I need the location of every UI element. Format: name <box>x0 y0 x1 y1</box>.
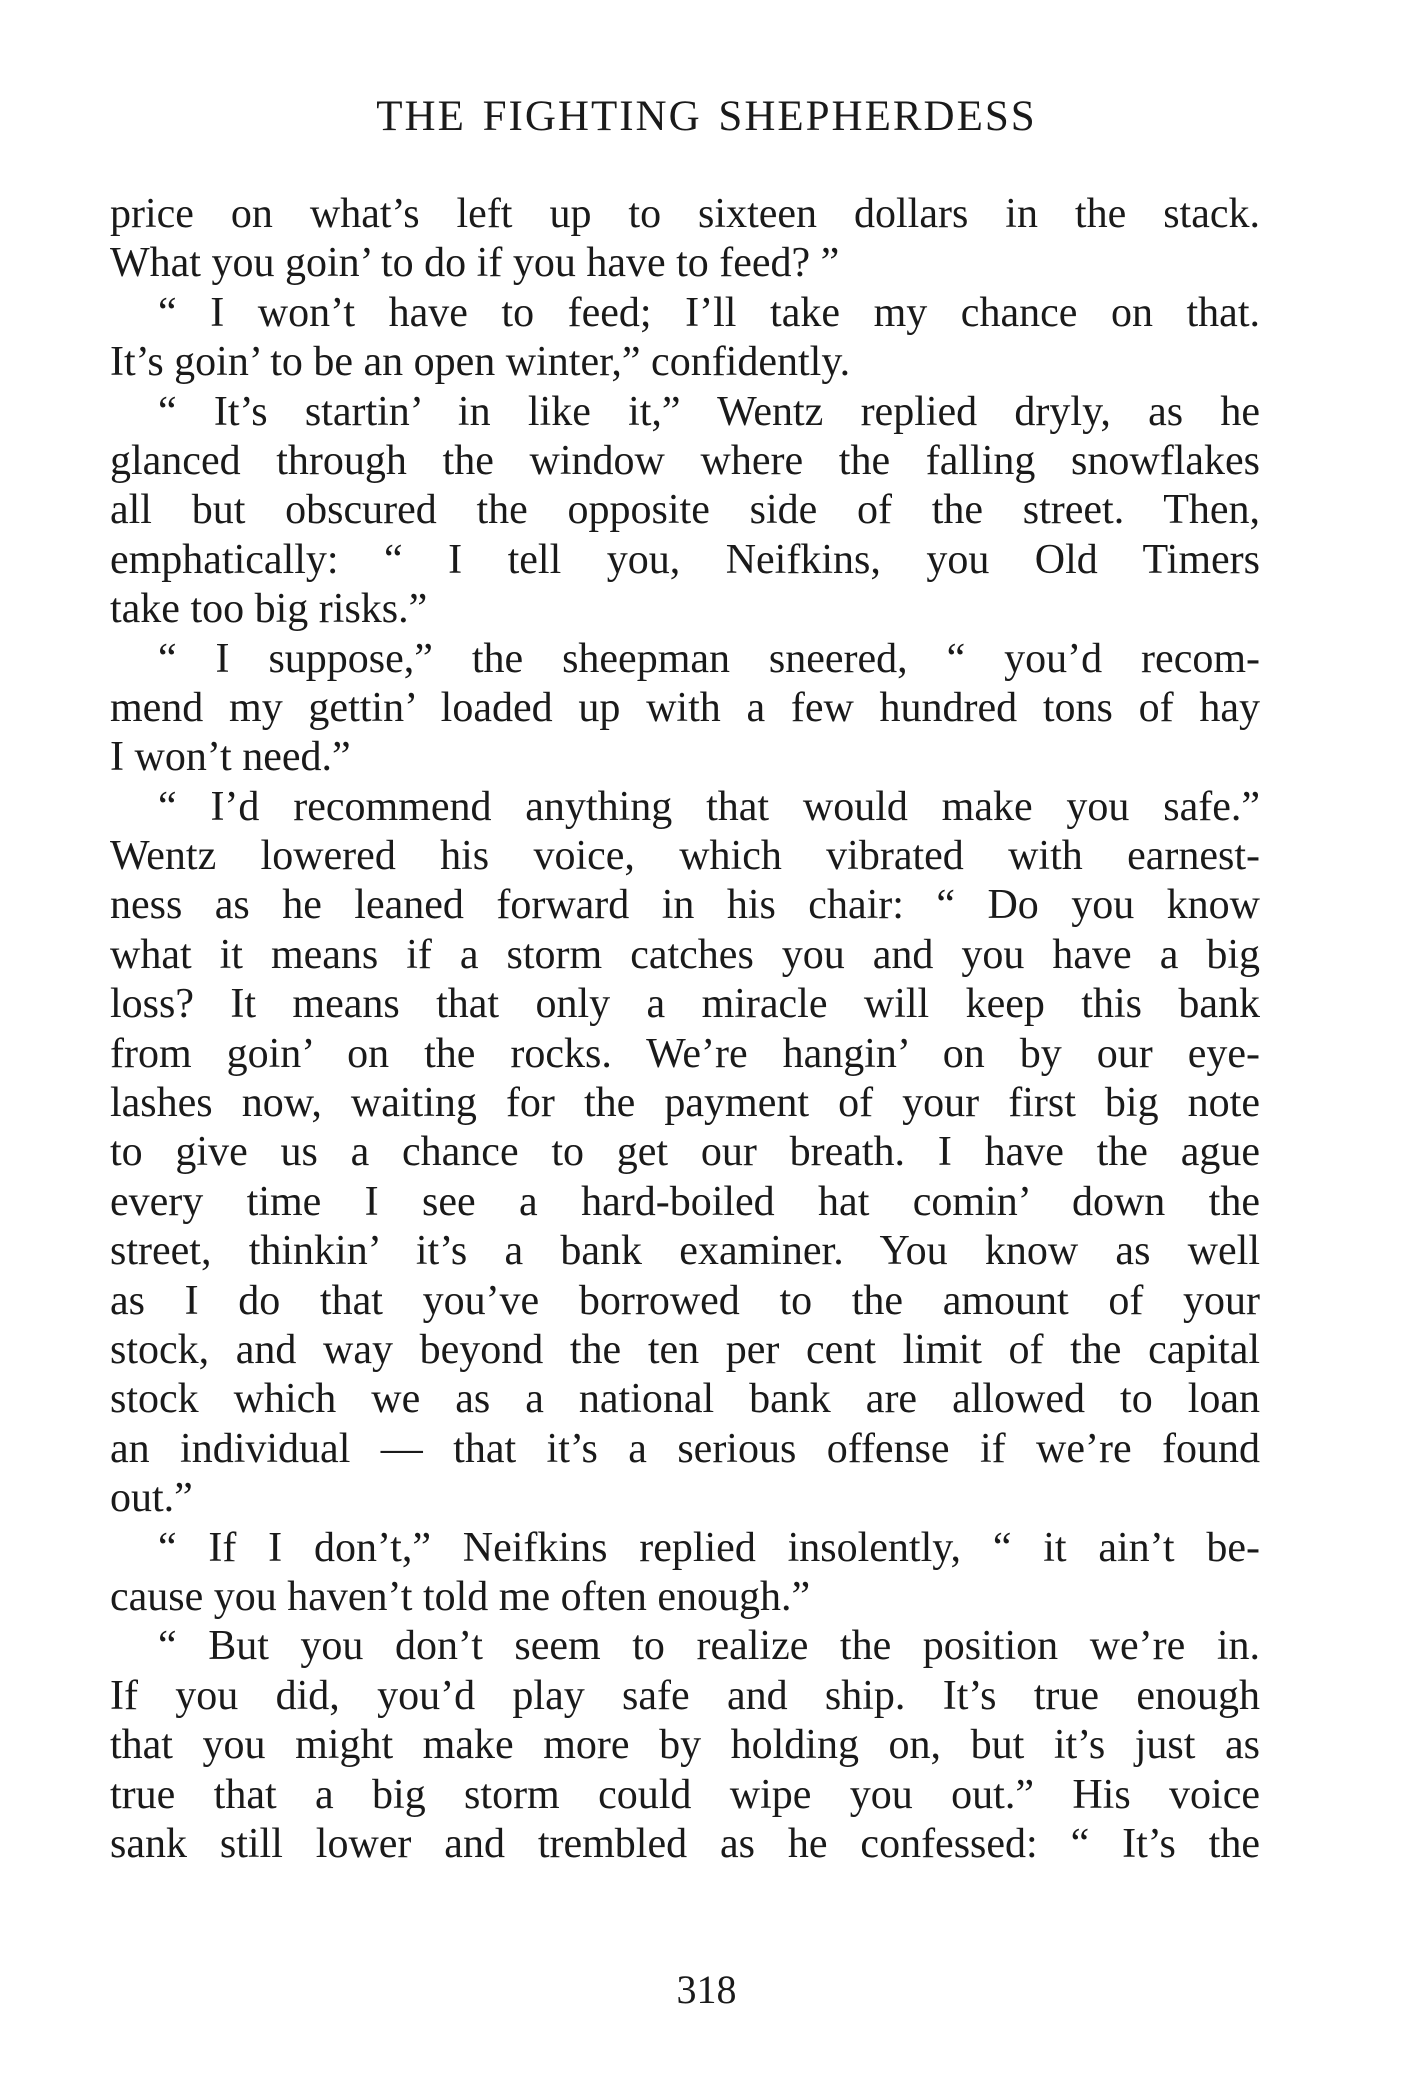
text-line: street, thinkin’ it’s a bank examiner. You know as well <box>110 1228 1260 1275</box>
text-line: sank still lower and trembled as he confessed: “ It’s the <box>110 1820 1260 1867</box>
page-number: 318 <box>676 1967 737 2012</box>
text-line: lashes now, waiting for the payment of your first big note <box>110 1080 1260 1127</box>
text-line: “ I’d recommend anything that would make you safe.” <box>158 783 1260 830</box>
text-line: ness as he leaned forward in his chair: “ Do you know <box>110 882 1260 929</box>
text-line: that you might make more by holding on, but it’s just as <box>110 1722 1260 1769</box>
text-line: “ I won’t have to feed; I’ll take my chance on that. <box>158 289 1260 336</box>
body-text <box>110 190 1260 1869</box>
text-line: price on what’s left up to sixteen dollars in the stack. <box>110 191 1260 237</box>
text-line: what it means if a storm catches you and you have a big <box>110 931 1260 978</box>
text-line: It’s goin’ to be an open winter,” confidently. <box>110 339 851 386</box>
running-head: THE FIGHTING SHEPHERDESS <box>376 93 1037 140</box>
text-line: stock, and way beyond the ten per cent limit of the capital <box>110 1326 1260 1373</box>
text-line: from goin’ on the rocks. We’re hangin’ on by our eye- <box>110 1030 1260 1077</box>
text-line: “ But you don’t seem to realize the position we’re in. <box>158 1623 1260 1670</box>
text-line: out.” <box>110 1475 193 1522</box>
text-line: “ If I don’t,” Neifkins replied insolently, “ it ain’t be- <box>158 1524 1260 1571</box>
text-line: “ It’s startin’ in like it,” Wentz replied dryly, as he <box>158 388 1260 435</box>
text-line: to give us a chance to get our breath. I have the ague <box>110 1129 1260 1176</box>
text-line: as I do that you’ve borrowed to the amount of your <box>110 1277 1260 1324</box>
text-line: emphatically: “ I tell you, Neifkins, you Old Timers <box>110 536 1260 583</box>
text-line: true that a big storm could wipe you out.” His voice <box>110 1771 1260 1818</box>
text-line: If you did, you’d play safe and ship. It’s true enough <box>110 1672 1260 1719</box>
text-line: all but obscured the opposite side of the street. Then, <box>110 487 1260 534</box>
text-line: I won’t need.” <box>110 734 351 781</box>
text-line: What you goin’ to do if you have to feed? ” <box>110 240 840 287</box>
text-line: mend my gettin’ loaded up with a few hundred tons of hay <box>110 684 1260 731</box>
text-line: “ I suppose,” the sheepman sneered, “ you’d recom- <box>158 635 1260 682</box>
text-line: glanced through the window where the falling snowflakes <box>110 437 1260 484</box>
text-line: an individual — that it’s a serious offense if we’re found <box>110 1425 1260 1472</box>
text-line: Wentz lowered his voice, which vibrated with earnest- <box>110 833 1260 880</box>
text-line: cause you haven’t told me often enough.” <box>110 1573 811 1620</box>
text-line: stock which we as a national bank are allowed to loan <box>110 1376 1260 1423</box>
text-line: take too big risks.” <box>110 586 428 633</box>
text-line: every time I see a hard-boiled hat comin’ down the <box>110 1178 1260 1225</box>
text-line: loss? It means that only a miracle will keep this bank <box>110 981 1260 1028</box>
